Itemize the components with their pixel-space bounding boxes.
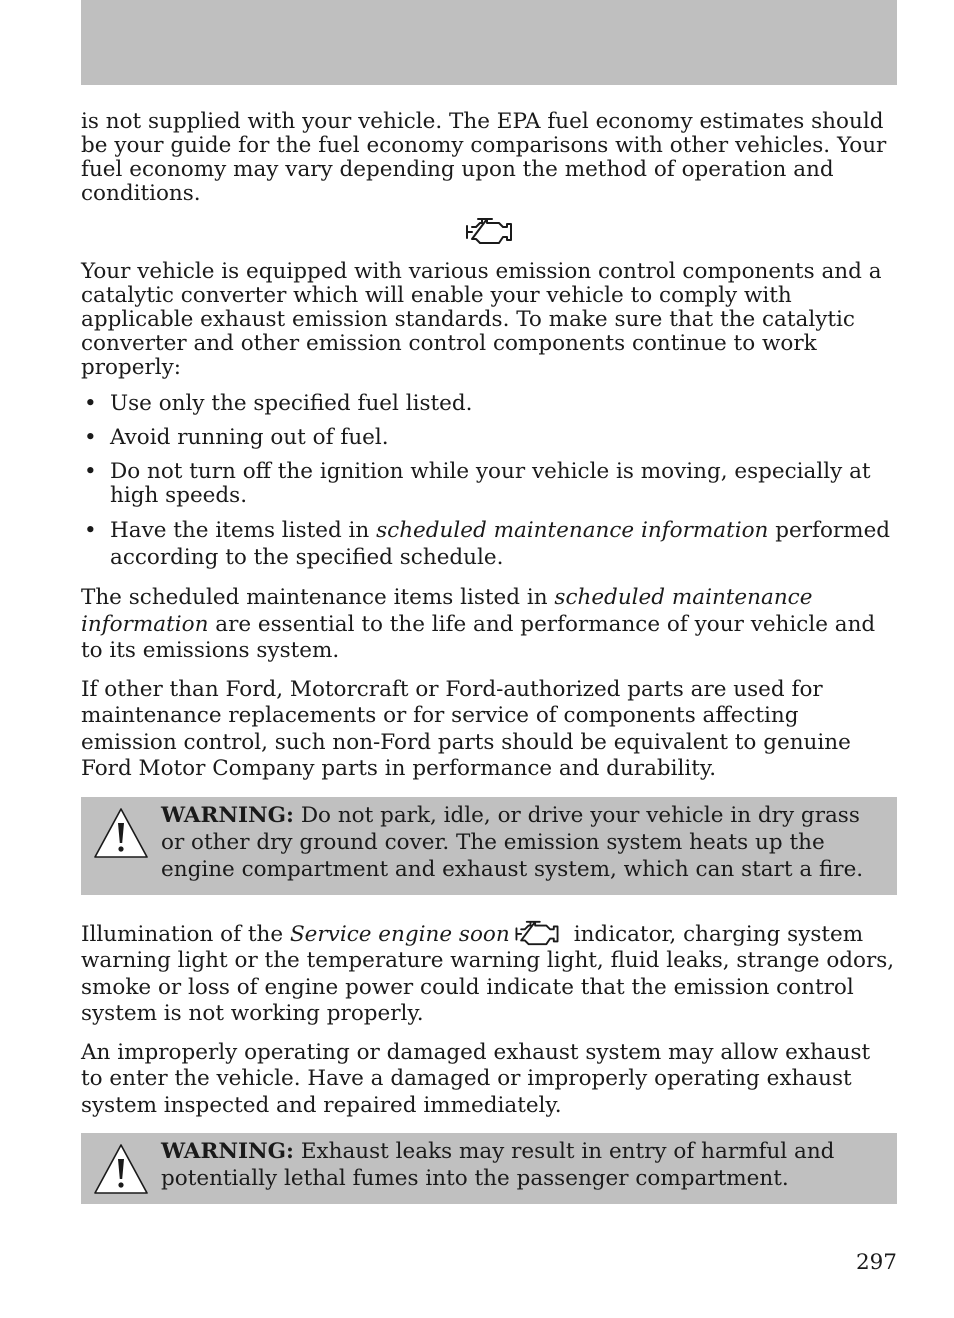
warning-triangle-icon [92, 806, 150, 860]
emission-intro-paragraph: Your vehicle is equipped with various emission control components and a catalytic converter which will enable your vehicle to comply with applicable exhaust emission standards. To make sure that the catalytic converter and other emission control components continue to work properly: [81, 259, 882, 380]
illumination-paragraph [81, 919, 897, 1028]
list-item-text: Have the items listed in [110, 518, 377, 543]
exhaust-paragraph: An improperly operating or damaged exhaust system may allow exhaust to enter the vehicle. Have a damaged or improperly operating exhaust system inspected and repaired immediately. [81, 1039, 871, 1118]
list-item [81, 392, 897, 416]
list-item [81, 460, 897, 508]
header-band [81, 0, 897, 85]
emission-care-list [81, 392, 897, 571]
maintenance-text: The scheduled maintenance items listed in [81, 585, 555, 610]
engine-symbol-row [81, 206, 897, 254]
bullet-marker: • [84, 459, 97, 484]
service-engine-soon-label: Service engine soon [289, 921, 510, 947]
warning-text: Do not park, idle, or drive your vehicle in dry grass or other dry ground cover. The emission system heats up the engine compartment and exhaust system, which can start a fire. [161, 802, 864, 882]
list-item [81, 518, 897, 571]
list-item-text: Use only the specified fuel listed. [110, 391, 473, 416]
warning-triangle-icon [92, 1142, 150, 1196]
bullet-marker: • [84, 425, 97, 450]
maintenance-paragraph [81, 585, 897, 665]
intro-paragraph: is not supplied with your vehicle. The EPA fuel economy estimates should be your guide for the fuel economy comparisons with other vehicles. Your fuel economy may vary depending upon the method of operation and conditions. [81, 109, 887, 206]
warning-box-fire [81, 797, 897, 895]
illumination-text: Illumination of the [81, 921, 290, 947]
bullet-marker: • [84, 518, 97, 543]
parts-paragraph: If other than Ford, Motorcraft or Ford-authorized parts are used for maintenance replacements or for service of components affecting emission control, such non-Ford parts should be equivalent to genuine Ford Motor Company parts in performance and durability. [81, 676, 851, 781]
warning-label: WARNING: [161, 1139, 294, 1164]
list-item [81, 426, 897, 450]
warning-box-exhaust [81, 1133, 897, 1204]
maintenance-text: are essential to the life and performance of your vehicle and to its emissions system. [81, 611, 876, 663]
list-item-text: Do not turn off the ignition while your vehicle is moving, especially at high speeds. [110, 459, 871, 508]
list-item-text: Avoid running out of fuel. [110, 425, 389, 450]
list-item-emphasis: scheduled maintenance information [376, 518, 769, 543]
warning-text: Exhaust leaks may result in entry of harmful and potentially lethal fumes into the passenger compartment. [161, 1139, 835, 1191]
engine-icon [514, 919, 560, 947]
page-number: 297 [855, 1250, 897, 1275]
maintenance-emphasis: scheduled maintenance information [81, 585, 813, 637]
engine-icon [465, 216, 513, 246]
list-item-text: performed according to the specified schedule. [110, 518, 891, 570]
illumination-text: indicator, charging system warning light or the temperature warning light, fluid leaks, strange odors, smoke or loss of engine power could indicate that the emission control system is not working properly. [81, 921, 895, 1026]
warning-label: WARNING: [161, 802, 294, 828]
bullet-marker: • [84, 391, 97, 416]
page-content [81, 110, 897, 1228]
